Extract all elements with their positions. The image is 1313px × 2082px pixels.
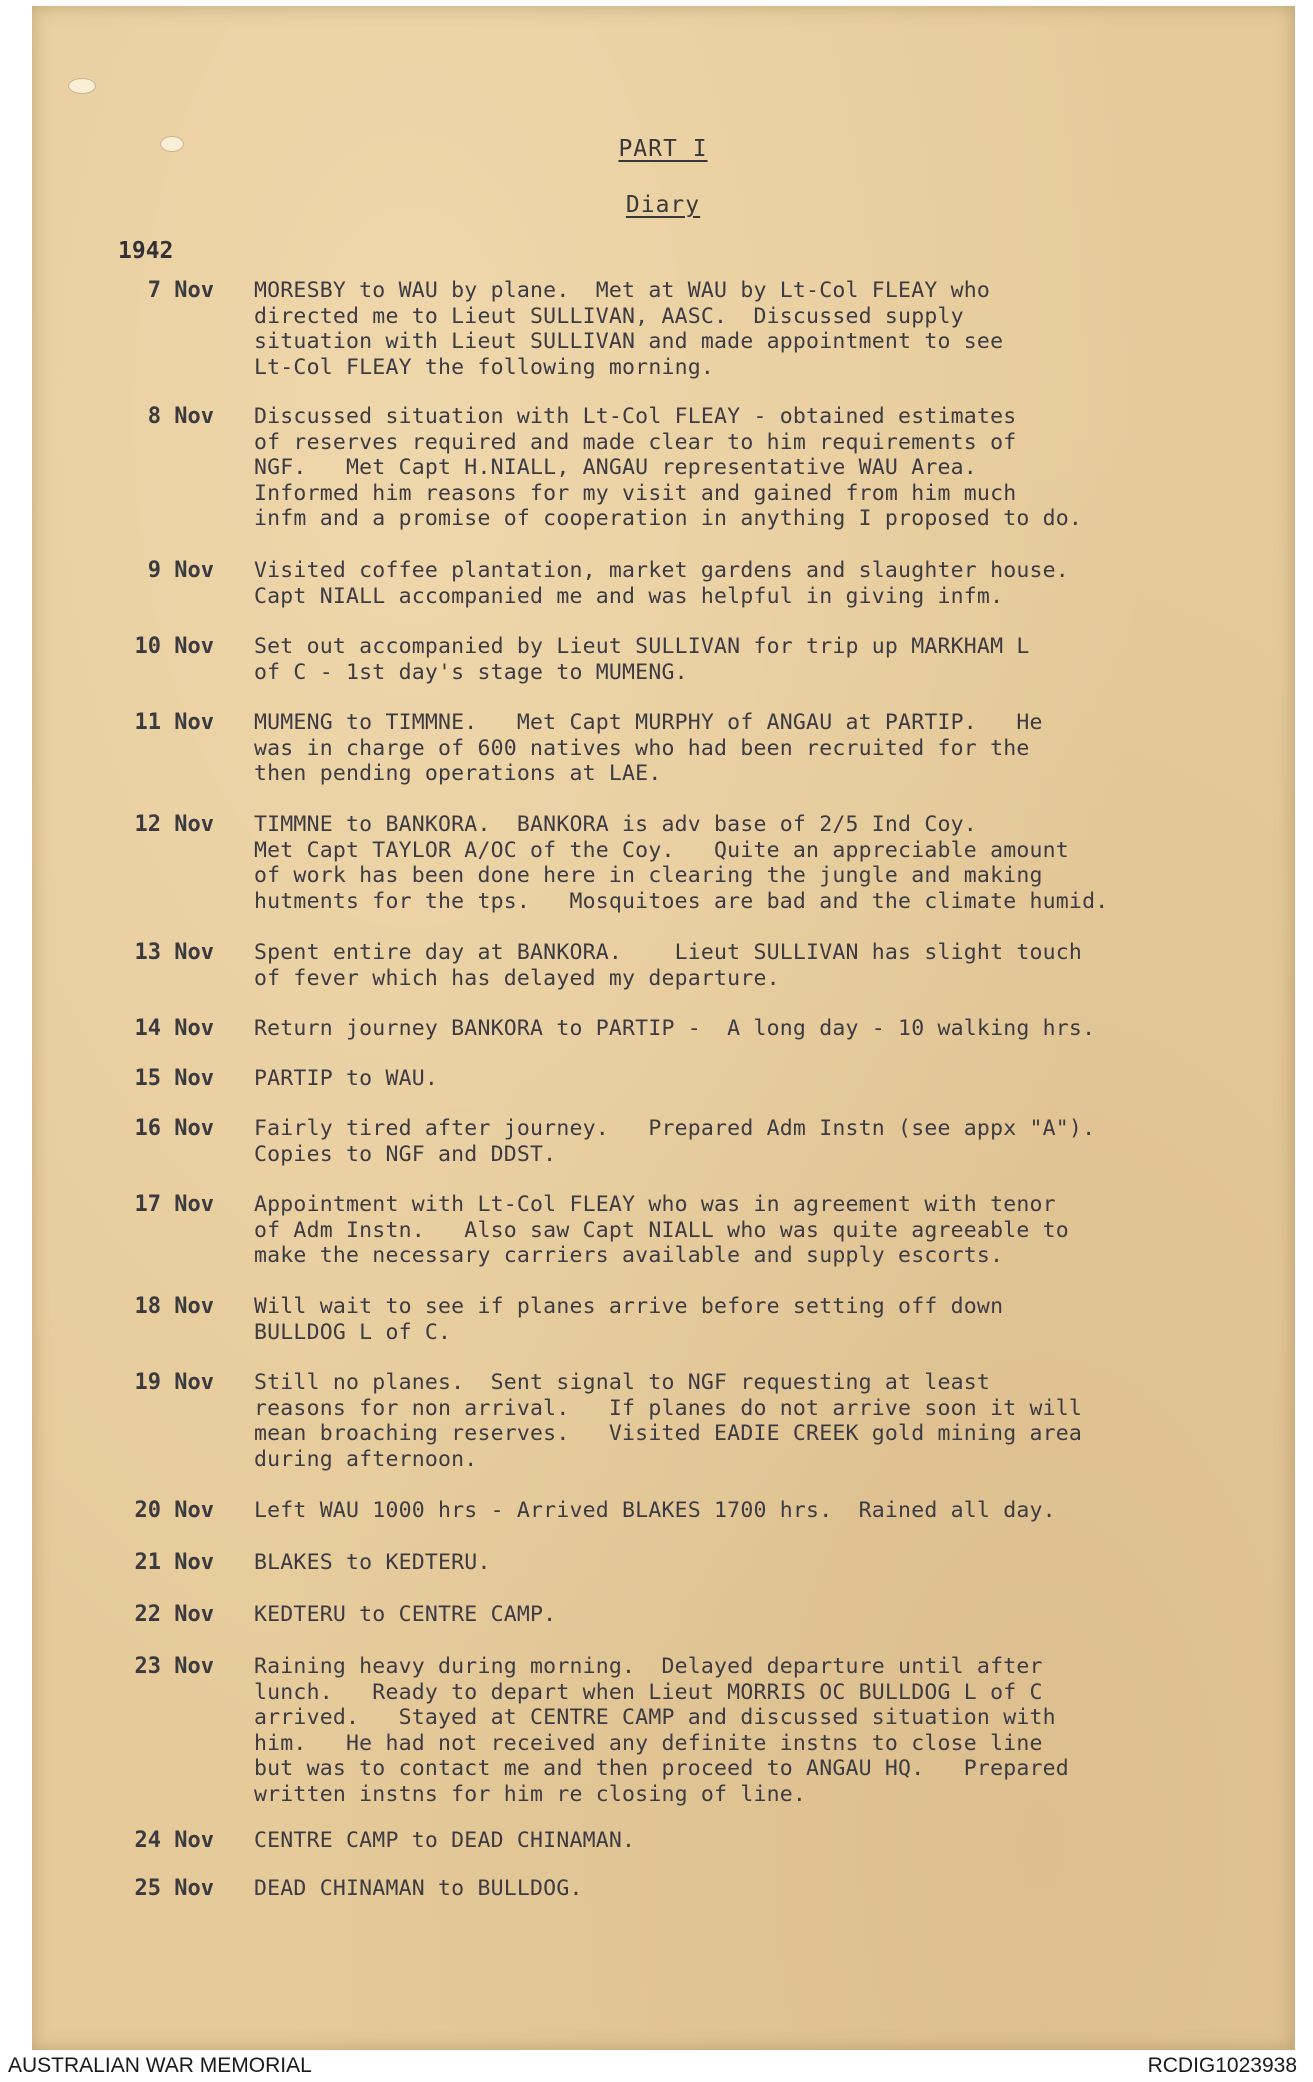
entry-text: Still no planes. Sent signal to NGF requesting at least reasons for non arrival. If planes do not arrive soon it will mean broaching reserves. Visited EADIE CREEK gold mining area during afternoon. [254,1370,1083,1472]
entry-date: 19 Nov [134,1370,214,1395]
entry-date: 20 Nov [134,1498,214,1523]
entry-text: Visited coffee plantation, market gardens and slaughter house. Capt NIALL accompanied me and was helpful in giving infm. [254,558,1069,609]
entry-date: 12 Nov [134,812,214,837]
entry-date: 11 Nov [134,710,214,735]
entry-date: 7 Nov [147,278,214,303]
entry-date: 9 Nov [147,558,214,583]
archive-credit: AUSTRALIAN WAR MEMORIAL [8,2054,312,2077]
entry-date: 22 Nov [134,1602,214,1627]
entry-text: BLAKES to KEDTERU. [254,1550,491,1575]
entry-text: PARTIP to WAU. [254,1066,439,1091]
entry-text: MUMENG to TIMMNE. Met Capt MURPHY of ANGAU at PARTIP. He was in charge of 600 natives who had been recruited for the then pending operations at LAE. [254,710,1043,786]
entry-date: 14 Nov [134,1016,214,1041]
entry-text: Discussed situation with Lt-Col FLEAY - obtained estimates of reserves required and made clear to him requirements of NGF. Met Capt H.NIALL, ANGAU representative WAU Area. Informed him reasons for my visit and gained from him much infm and a promise of cooperation in anything I proposed to do. [254,404,1083,531]
entry-text: KEDTERU to CENTRE CAMP. [254,1602,557,1627]
part-heading: PART I [618,136,708,162]
entry-text: Raining heavy during morning. Delayed departure until after lunch. Ready to depart when Lieut MORRIS OC BULLDOG L of C arrived. Stayed at CENTRE CAMP and discussed situation with him. He had not received any definite instns to close line but was to contact me and then proceed to ANGAU HQ. Prepared written instns for him re closing of line. [254,1654,1069,1807]
diary-year: 1942 [118,238,174,264]
entry-date: 13 Nov [134,940,214,965]
entry-text: Will wait to see if planes arrive before setting off down BULLDOG L of C. [254,1294,1004,1345]
entry-text: Return journey BANKORA to PARTIP - A long day - 10 walking hrs. [254,1016,1096,1041]
entry-text: Spent entire day at BANKORA. Lieut SULLIVAN has slight touch of fever which has delayed my departure. [254,940,1083,991]
entry-text: TIMMNE to BANKORA. BANKORA is adv base of 2/5 Ind Coy. Met Capt TAYLOR A/OC of the Coy. Quite an appreciable amount of work has been done here in clearing the jungle and making hutments for the tps. Mosquitoes are bad and the climate humid. [254,812,1109,914]
entry-date: 10 Nov [134,634,214,659]
entry-text: MORESBY to WAU by plane. Met at WAU by Lt-Col FLEAY who directed me to Lieut SULLIVAN, AASC. Discussed supply situation with Lieut SULLIVAN and made appointment to see Lt-Col FLEAY the following morning. [254,278,1004,380]
entry-date: 24 Nov [134,1828,214,1853]
archive-reference: RCDIG1023938 [1147,2054,1297,2077]
entry-text: Fairly tired after journey. Prepared Adm Instn (see appx "A"). Copies to NGF and DDST. [254,1116,1096,1167]
entry-date: 16 Nov [134,1116,214,1141]
entry-text: CENTRE CAMP to DEAD CHINAMAN. [254,1828,636,1853]
diary-heading: Diary [625,192,701,218]
entry-date: 18 Nov [134,1294,214,1319]
entry-date: 21 Nov [134,1550,214,1575]
entry-date: 15 Nov [134,1066,214,1091]
entry-date: 17 Nov [134,1192,214,1217]
entry-date: 8 Nov [147,404,214,429]
entry-text: Left WAU 1000 hrs - Arrived BLAKES 1700 hrs. Rained all day. [254,1498,1056,1523]
entry-date: 23 Nov [134,1654,214,1679]
diary-page [32,6,1295,2050]
punch-hole [68,78,96,94]
entry-text: DEAD CHINAMAN to BULLDOG. [254,1876,583,1901]
entry-text: Set out accompanied by Lieut SULLIVAN for trip up MARKHAM L of C - 1st day's stage to MUMENG. [254,634,1030,685]
entry-date: 25 Nov [134,1876,214,1901]
entry-text: Appointment with Lt-Col FLEAY who was in agreement with tenor of Adm Instn. Also saw Capt NIALL who was quite agreeable to make the necessary carriers available and supply escorts. [254,1192,1069,1268]
